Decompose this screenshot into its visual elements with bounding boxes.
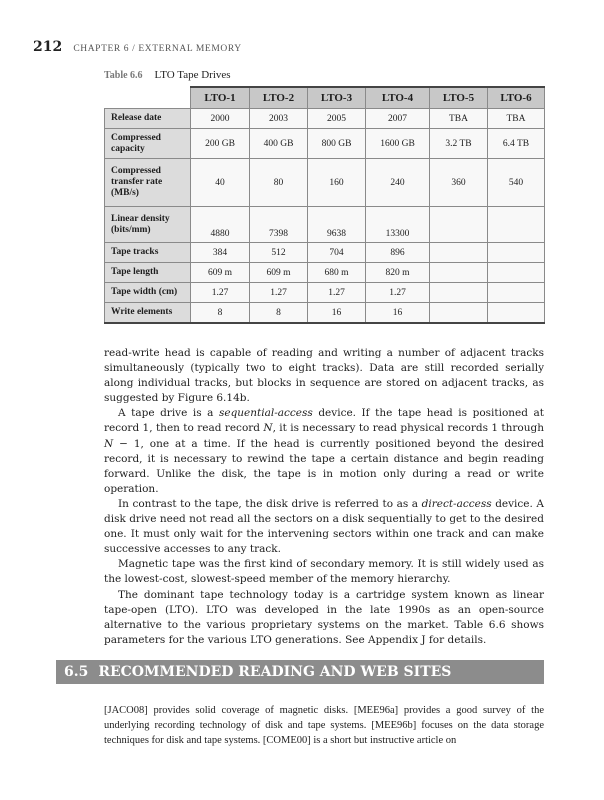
row-header: Tape length (105, 263, 191, 283)
table-label: Table 6.6 (104, 70, 143, 81)
table-cell (488, 263, 545, 283)
column-header: LTO-3 (308, 87, 366, 109)
chapter-title: CHAPTER 6 / EXTERNAL MEMORY (73, 44, 242, 54)
table-cell (488, 243, 545, 263)
table-cell: 540 (488, 159, 545, 207)
body-text (104, 346, 544, 648)
column-header: LTO-4 (366, 87, 430, 109)
paragraph: Magnetic tape was the first kind of secondary memory. It is still widely used as the lowest-cost, slowest-speed member of the memory hierarchy. (104, 558, 544, 586)
table-cell: 512 (250, 243, 308, 263)
table-cell (430, 207, 488, 243)
table-row (105, 159, 545, 207)
table-cell: 680 m (308, 263, 366, 283)
table-cell: TBA (488, 109, 545, 129)
paragraph: [JACO08] provides solid coverage of magnetic disks. [MEE96a] provides a good survey of the underlying recording technology of disk and tape systems. [MEE96b] focuses on the data storage techniques for disk and tape systems. [COME00] is a short but instructive article on (104, 705, 544, 746)
table-cell: 2003 (250, 109, 308, 129)
running-head (33, 36, 242, 55)
table-cell (430, 263, 488, 283)
table-row (105, 129, 545, 159)
table-caption (104, 65, 231, 83)
table-cell: 16 (308, 303, 366, 324)
table-cell: 4880 (191, 207, 250, 243)
paragraph: read-write head is capable of reading and writing a number of adjacent tracks simultaneously (typically two to eight tracks). Data are still recorded serially along individual tracks, but blocks in sequence are stored on adjacent tracks, as suggested by Figure 6.14b. (104, 347, 544, 405)
table-cell: 1.27 (308, 283, 366, 303)
reading-text (104, 703, 544, 748)
table-cell: 7398 (250, 207, 308, 243)
table-cell: 9638 (308, 207, 366, 243)
table-cell: 8 (191, 303, 250, 324)
table-cell: 820 m (366, 263, 430, 283)
paragraph: The dominant tape technology today is a cartridge system known as linear tape-open (LTO). LTO was developed in the late 1990s as an open-source alternative to the various proprietary systems on the market. Table 6.6 shows parameters for the various LTO generations. See Appendix J for details. (104, 588, 544, 646)
column-header: LTO-5 (430, 87, 488, 109)
table-cell: 1600 GB (366, 129, 430, 159)
variable-n: N (263, 422, 273, 435)
table-cell (430, 283, 488, 303)
table-corner (105, 87, 191, 109)
table-row (105, 109, 545, 129)
table-cell: 800 GB (308, 129, 366, 159)
paragraph: A tape drive is a sequential-access device. If the tape head is positioned at record 1, then to read record N, it is necessary to read physical records 1 through N − 1, one at a time. If the head is currently positioned beyond the desired record, it is necessary to rewind the tape a certain distance and begin reading forward. Unlike the disk, the tape is in motion only during a read or write operation. (104, 407, 545, 495)
table-cell: 200 GB (191, 129, 250, 159)
table-cell: TBA (430, 109, 488, 129)
row-header: Tape width (cm) (105, 283, 191, 303)
section-number: 6.5 (64, 664, 89, 680)
table-cell: 384 (191, 243, 250, 263)
table-cell: 2007 (366, 109, 430, 129)
table-row (105, 263, 545, 283)
table-cell: 1.27 (250, 283, 308, 303)
table-cell: 609 m (191, 263, 250, 283)
table-cell: 1.27 (191, 283, 250, 303)
column-header: LTO-6 (488, 87, 545, 109)
table-cell: 896 (366, 243, 430, 263)
row-header: Compressed capacity (105, 129, 191, 159)
table-row (105, 303, 545, 324)
table-cell: 6.4 TB (488, 129, 545, 159)
table-header-row (105, 87, 545, 109)
table-cell (488, 283, 545, 303)
table-cell: 400 GB (250, 129, 308, 159)
table-row (105, 283, 545, 303)
column-header: LTO-2 (250, 87, 308, 109)
table-cell: 240 (366, 159, 430, 207)
row-header: Tape tracks (105, 243, 191, 263)
table-cell (488, 303, 545, 324)
table-cell: 8 (250, 303, 308, 324)
table-cell (430, 243, 488, 263)
lto-table (104, 86, 545, 324)
row-header: Linear density (bits/mm) (105, 207, 191, 243)
table-cell: 80 (250, 159, 308, 207)
table-cell: 16 (366, 303, 430, 324)
table-cell: 609 m (250, 263, 308, 283)
row-header: Write elements (105, 303, 191, 324)
table-row (105, 243, 545, 263)
table-cell: 1.27 (366, 283, 430, 303)
row-header: Compressed transfer rate (MB/s) (105, 159, 191, 207)
column-header: LTO-1 (191, 87, 250, 109)
section-heading (56, 660, 544, 684)
term-sequential-access: sequential-access (218, 407, 313, 420)
table-cell: 2000 (191, 109, 250, 129)
table-cell (488, 207, 545, 243)
section-title: RECOMMENDED READING AND WEB SITES (98, 664, 452, 680)
variable-n: N (104, 437, 114, 450)
table-cell: 160 (308, 159, 366, 207)
table-cell: 2005 (308, 109, 366, 129)
table-title: LTO Tape Drives (154, 69, 231, 81)
table-row (105, 207, 545, 243)
term-direct-access: direct-access (421, 497, 492, 510)
table-cell: 3.2 TB (430, 129, 488, 159)
table-cell (430, 303, 488, 324)
table-cell: 13300 (366, 207, 430, 243)
paragraph: In contrast to the tape, the disk drive is referred to as a direct-access device. A disk drive need not read all the sectors on a disk sequentially to get to the desired one. It must only wait for the intervening sectors within one track and can make successive accesses to any track. (104, 497, 545, 556)
page-number: 212 (33, 39, 63, 55)
table-cell: 704 (308, 243, 366, 263)
row-header: Release date (105, 109, 191, 129)
table-cell: 40 (191, 159, 250, 207)
table-cell: 360 (430, 159, 488, 207)
